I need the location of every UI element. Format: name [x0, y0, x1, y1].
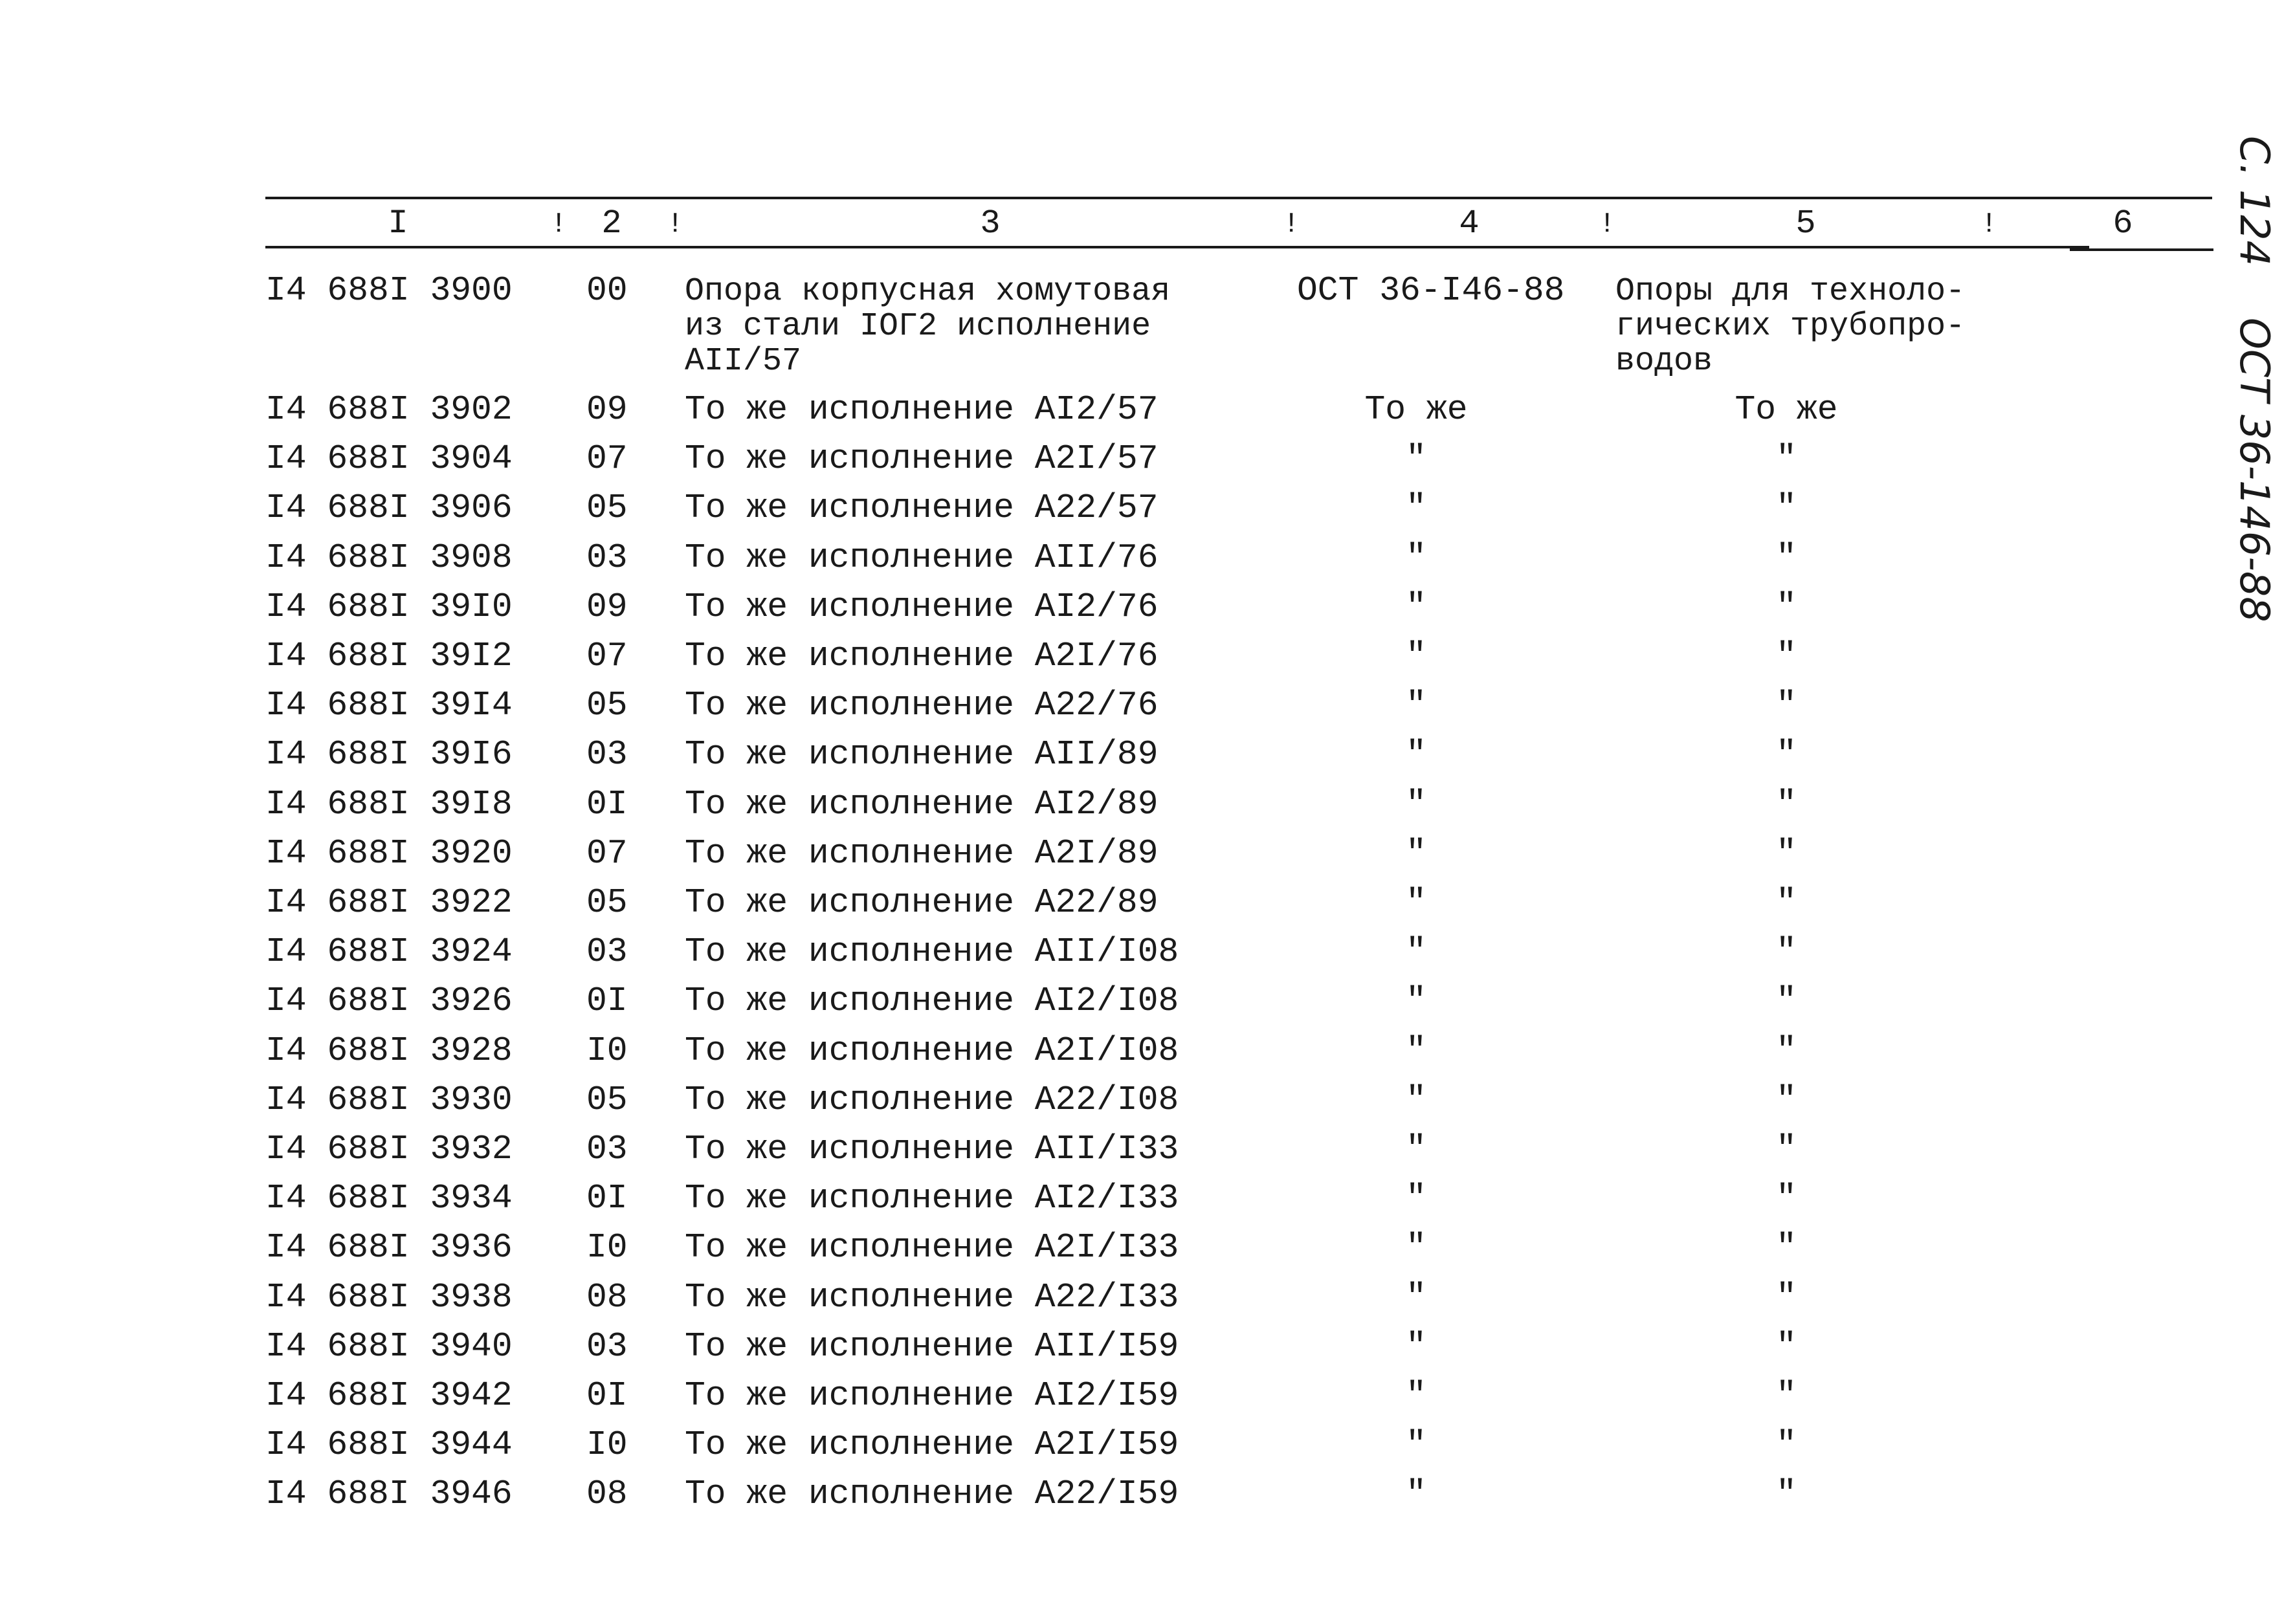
row-code: I4 688I 3934: [265, 1179, 513, 1218]
table-row: [0, 1174, 2284, 1222]
side-annotation: [2231, 136, 2278, 674]
table-row: [0, 1470, 2284, 1518]
row-name: То же исполнение A22/I33: [685, 1278, 1179, 1317]
row-code: I4 688I 3942: [265, 1376, 513, 1415]
row-group: Опоры для техноло- гических трубопро- водов: [1615, 273, 1966, 380]
row-document: ": [1406, 1228, 1426, 1267]
row-number: 05: [586, 686, 628, 725]
table-row: [0, 1223, 2284, 1271]
column-header-4: 4: [1459, 204, 1480, 243]
row-group: ": [1776, 637, 1797, 675]
table-row: [0, 435, 2284, 483]
row-group: ": [1776, 1031, 1797, 1070]
column-header-2: 2: [601, 204, 622, 243]
row-document: ": [1406, 1179, 1426, 1218]
table-row: [0, 780, 2284, 828]
row-name: То же исполнение AI2/I08: [685, 982, 1179, 1020]
row-number: 0I: [586, 1376, 628, 1415]
row-name: То же исполнение AI2/I33: [685, 1179, 1179, 1218]
column-header-5: 5: [1795, 204, 1816, 243]
page-number: С. 124: [2231, 136, 2278, 267]
row-number: 0I: [586, 785, 628, 824]
row-group: ": [1776, 488, 1797, 527]
row-code: I4 688I 3922: [265, 883, 513, 922]
table-row: [0, 977, 2284, 1025]
row-code: I4 688I 3924: [265, 932, 513, 971]
row-group: ": [1776, 587, 1797, 626]
row-code: I4 688I 39I6: [265, 735, 513, 774]
row-code: I4 688I 39I4: [265, 686, 513, 725]
row-code: I4 688I 3908: [265, 538, 513, 577]
row-code: I4 688I 3900: [265, 271, 513, 310]
row-number: 03: [586, 932, 628, 971]
row-name: То же исполнение A2I/I59: [685, 1425, 1179, 1464]
row-number: 03: [586, 735, 628, 774]
row-document: ": [1406, 1327, 1426, 1366]
row-group: ": [1776, 1228, 1797, 1267]
row-group: ": [1776, 1425, 1797, 1464]
row-name: То же исполнение A2I/76: [685, 637, 1159, 675]
row-code: I4 688I 3920: [265, 834, 513, 873]
row-name: То же исполнение A2I/89: [685, 834, 1159, 873]
row-number: 09: [586, 587, 628, 626]
row-document: ": [1406, 686, 1426, 725]
table-row: [0, 583, 2284, 631]
row-name: То же исполнение A2I/57: [685, 439, 1159, 478]
table-row: [0, 879, 2284, 927]
row-code: I4 688I 3944: [265, 1425, 513, 1464]
row-group: ": [1776, 1475, 1797, 1513]
row-document: ": [1406, 834, 1426, 873]
row-name: То же исполнение AI2/76: [685, 587, 1159, 626]
row-document: ": [1406, 1425, 1426, 1464]
row-name: То же исполнение AI2/I59: [685, 1376, 1179, 1415]
row-code: I4 688I 3904: [265, 439, 513, 478]
row-name: То же исполнение AII/I59: [685, 1327, 1179, 1366]
row-number: 05: [586, 488, 628, 527]
row-group: ": [1776, 735, 1797, 774]
row-code: I4 688I 3926: [265, 982, 513, 1020]
row-number: 05: [586, 883, 628, 922]
row-document: ": [1406, 637, 1426, 675]
row-number: 08: [586, 1475, 628, 1513]
table-row: [0, 730, 2284, 778]
row-group: ": [1776, 538, 1797, 577]
column-header-6: 6: [2112, 204, 2133, 243]
row-group: ": [1776, 1179, 1797, 1218]
table-row: [0, 534, 2284, 582]
row-document: ": [1406, 538, 1426, 577]
row-number: 05: [586, 1081, 628, 1119]
row-document: ": [1406, 1081, 1426, 1119]
row-document: ": [1406, 1475, 1426, 1513]
row-document: ": [1406, 587, 1426, 626]
row-document: То же: [1364, 390, 1468, 429]
row-number: 09: [586, 390, 628, 429]
row-group: ": [1776, 1327, 1797, 1366]
table-row: [0, 681, 2284, 729]
column-separator: !: [1980, 208, 1998, 241]
column-separator: !: [1283, 208, 1300, 241]
row-code: I4 688I 3930: [265, 1081, 513, 1119]
row-number: 07: [586, 439, 628, 478]
row-group: ": [1776, 1278, 1797, 1317]
row-group: ": [1776, 686, 1797, 725]
row-code: I4 688I 3936: [265, 1228, 513, 1267]
row-name: Опора корпусная хомутовая из стали IОГ2 исполнение AII/57: [685, 273, 1171, 380]
table-row: [0, 1372, 2284, 1420]
table-row: [0, 1076, 2284, 1124]
row-number: 08: [586, 1278, 628, 1317]
row-name: То же исполнение A2I/I08: [685, 1031, 1179, 1070]
row-number: 0I: [586, 982, 628, 1020]
column-header-3: 3: [980, 204, 1001, 243]
row-document: ": [1406, 439, 1426, 478]
row-document: ": [1406, 785, 1426, 824]
row-group: ": [1776, 1130, 1797, 1169]
row-code: I4 688I 39I8: [265, 785, 513, 824]
row-group: ": [1776, 834, 1797, 873]
row-number: 03: [586, 1130, 628, 1169]
row-name: То же исполнение A22/I59: [685, 1475, 1179, 1513]
table-row: [0, 928, 2284, 976]
row-document: ": [1406, 982, 1426, 1020]
table-row: [0, 829, 2284, 877]
row-code: I4 688I 3940: [265, 1327, 513, 1366]
column-separator: !: [550, 208, 568, 241]
row-group: ": [1776, 1081, 1797, 1119]
standard-code: ОСТ 36-146-88: [2231, 318, 2278, 622]
table-row: [0, 1421, 2284, 1469]
row-name: То же исполнение A22/76: [685, 686, 1159, 725]
row-code: I4 688I 39I0: [265, 587, 513, 626]
table-row: [0, 1125, 2284, 1173]
row-number: 03: [586, 1327, 628, 1366]
row-document: ": [1406, 1130, 1426, 1169]
row-document: ": [1406, 883, 1426, 922]
row-group: То же: [1735, 390, 1838, 429]
row-name: То же исполнение A22/I08: [685, 1081, 1179, 1119]
table-row: [0, 1273, 2284, 1321]
row-code: I4 688I 3946: [265, 1475, 513, 1513]
row-document: ": [1406, 932, 1426, 971]
column-header-1: I: [388, 204, 408, 243]
table-row: [0, 386, 2284, 433]
row-name: То же исполнение AII/I33: [685, 1130, 1179, 1169]
row-document: ОСТ 36-I46-88: [1297, 271, 1565, 310]
row-name: То же исполнение AI2/57: [685, 390, 1159, 429]
row-name: То же исполнение A22/57: [685, 488, 1159, 527]
row-name: То же исполнение A22/89: [685, 883, 1159, 922]
row-number: I0: [586, 1031, 628, 1070]
table-row: [0, 1322, 2284, 1370]
column-separator: !: [1599, 208, 1616, 241]
row-number: I0: [586, 1228, 628, 1267]
row-group: ": [1776, 439, 1797, 478]
row-number: 00: [586, 271, 628, 310]
row-document: ": [1406, 488, 1426, 527]
row-code: I4 688I 39I2: [265, 637, 513, 675]
row-name: То же исполнение AII/89: [685, 735, 1159, 774]
row-code: I4 688I 3902: [265, 390, 513, 429]
row-document: ": [1406, 1376, 1426, 1415]
row-number: 07: [586, 637, 628, 675]
row-document: ": [1406, 735, 1426, 774]
row-number: 0I: [586, 1179, 628, 1218]
row-group: ": [1776, 883, 1797, 922]
row-number: 03: [586, 538, 628, 577]
row-name: То же исполнение AII/I08: [685, 932, 1179, 971]
table-row: [0, 1027, 2284, 1075]
row-group: ": [1776, 982, 1797, 1020]
row-document: ": [1406, 1278, 1426, 1317]
row-group: ": [1776, 1376, 1797, 1415]
column-separator: !: [667, 208, 684, 241]
row-name: То же исполнение AII/76: [685, 538, 1159, 577]
row-code: I4 688I 3938: [265, 1278, 513, 1317]
table-row: [0, 632, 2284, 680]
row-name: То же исполнение A2I/I33: [685, 1228, 1179, 1267]
row-group: ": [1776, 785, 1797, 824]
row-code: I4 688I 3906: [265, 488, 513, 527]
row-name: То же исполнение AI2/89: [685, 785, 1159, 824]
row-number: 07: [586, 834, 628, 873]
row-group: ": [1776, 932, 1797, 971]
row-number: I0: [586, 1425, 628, 1464]
table-row: [0, 484, 2284, 532]
row-code: I4 688I 3928: [265, 1031, 513, 1070]
row-document: ": [1406, 1031, 1426, 1070]
row-code: I4 688I 3932: [265, 1130, 513, 1169]
